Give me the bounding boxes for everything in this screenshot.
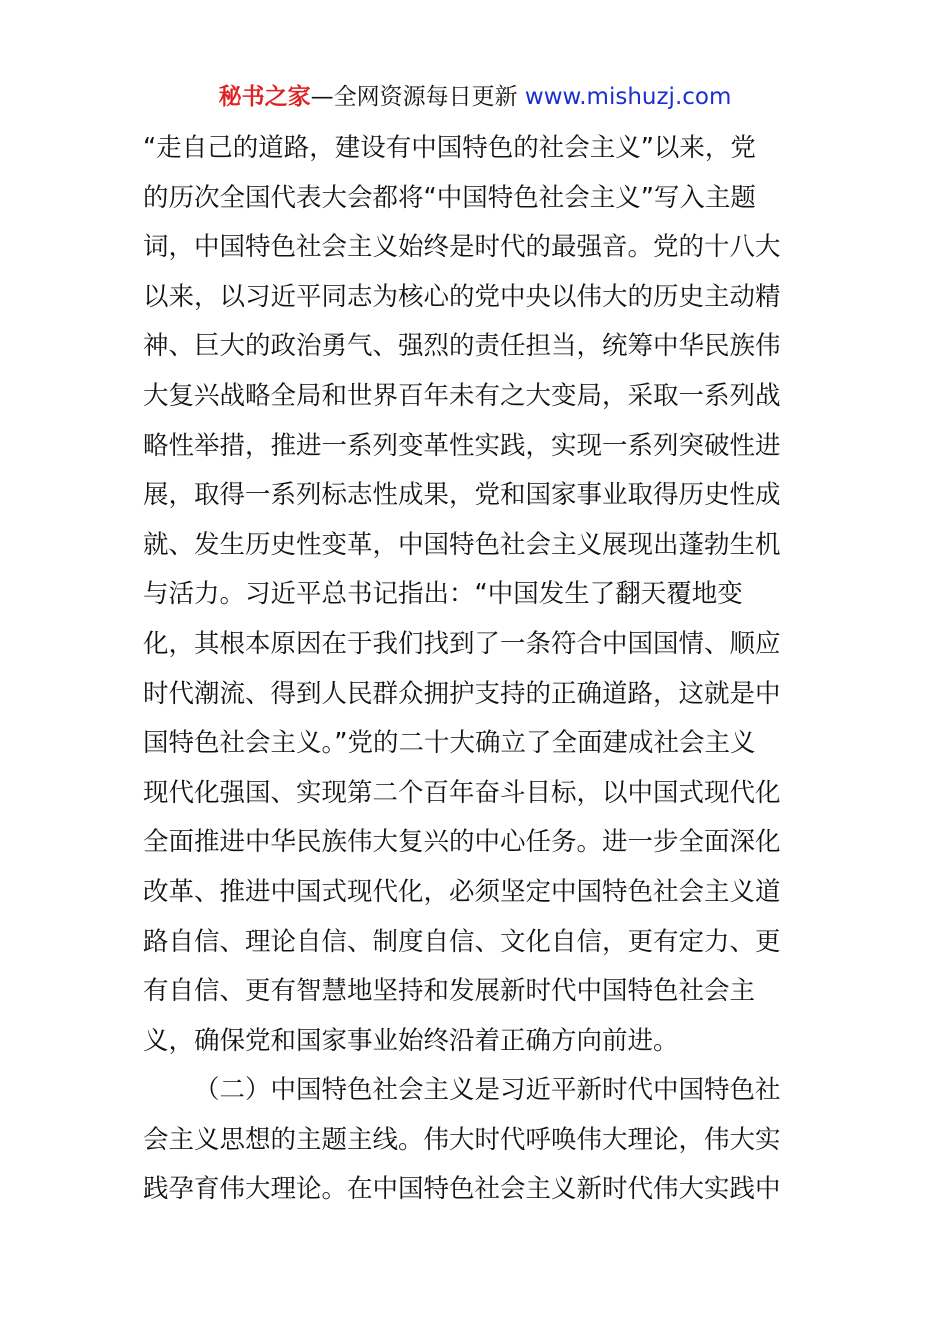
- text-line: 略性举措，推进一系列变革性实践，实现一系列突破性进: [143, 430, 781, 461]
- text-line: 化，其根本原因在于我们找到了一条符合中国国情、顺应: [143, 628, 781, 659]
- site-header: [0, 80, 950, 114]
- site-brand: 秘书之家: [218, 84, 311, 110]
- text-line: 现代化强国、实现第二个百年奋斗目标，以中国式现代化: [143, 777, 781, 808]
- text-line: 国特色社会主义。”党的二十大确立了全面建成社会主义: [143, 728, 756, 759]
- text-line: 时代潮流、得到人民群众拥护支持的正确道路，这就是中: [143, 678, 781, 709]
- section-heading-line: （二）中国特色社会主义是习近平新时代中国特色社: [194, 1075, 781, 1106]
- text-line: 词，中国特色社会主义始终是时代的最强音。党的十八大: [143, 232, 781, 263]
- text-line: 义，确保党和国家事业始终沿着正确方向前进。: [143, 1025, 679, 1056]
- document-body: [143, 124, 808, 1215]
- text-line: 展，取得一系列标志性成果，党和国家事业取得历史性成: [143, 480, 781, 511]
- text-line: 的历次全国代表大会都将“中国特色社会主义”写入主题: [143, 182, 756, 213]
- text-line: 神、巨大的政治勇气、强烈的责任担当，统筹中华民族伟: [143, 331, 781, 362]
- text-line: 就、发生历史性变革，中国特色社会主义展现出蓬勃生机: [143, 529, 781, 560]
- text-line: 以来，以习近平同志为核心的党中央以伟大的历史主动精: [143, 281, 781, 312]
- text-line: 会主义思想的主题主线。伟大时代呼唤伟大理论，伟大实: [143, 1124, 781, 1155]
- text-line: 全面推进中华民族伟大复兴的中心任务。进一步全面深化: [143, 827, 781, 858]
- site-tagline: —全网资源每日更新: [310, 84, 518, 110]
- text-line: 与活力。习近平总书记指出：“中国发生了翻天覆地变: [143, 579, 743, 610]
- text-line: 大复兴战略全局和世界百年未有之大变局，采取一系列战: [143, 380, 781, 411]
- site-url-link[interactable]: www.mishuzj.com: [524, 84, 732, 110]
- text-line: “走自己的道路，建设有中国特色的社会主义”以来，党: [143, 133, 756, 163]
- text-line: 路自信、理论自信、制度自信、文化自信，更有定力、更: [143, 926, 781, 957]
- text-line: 有自信、更有智慧地坚持和发展新时代中国特色社会主: [143, 976, 756, 1007]
- text-line: 改革、推进中国式现代化，必须坚定中国特色社会主义道: [143, 876, 781, 907]
- text-line: 践孕育伟大理论。在中国特色社会主义新时代伟大实践中: [143, 1174, 781, 1205]
